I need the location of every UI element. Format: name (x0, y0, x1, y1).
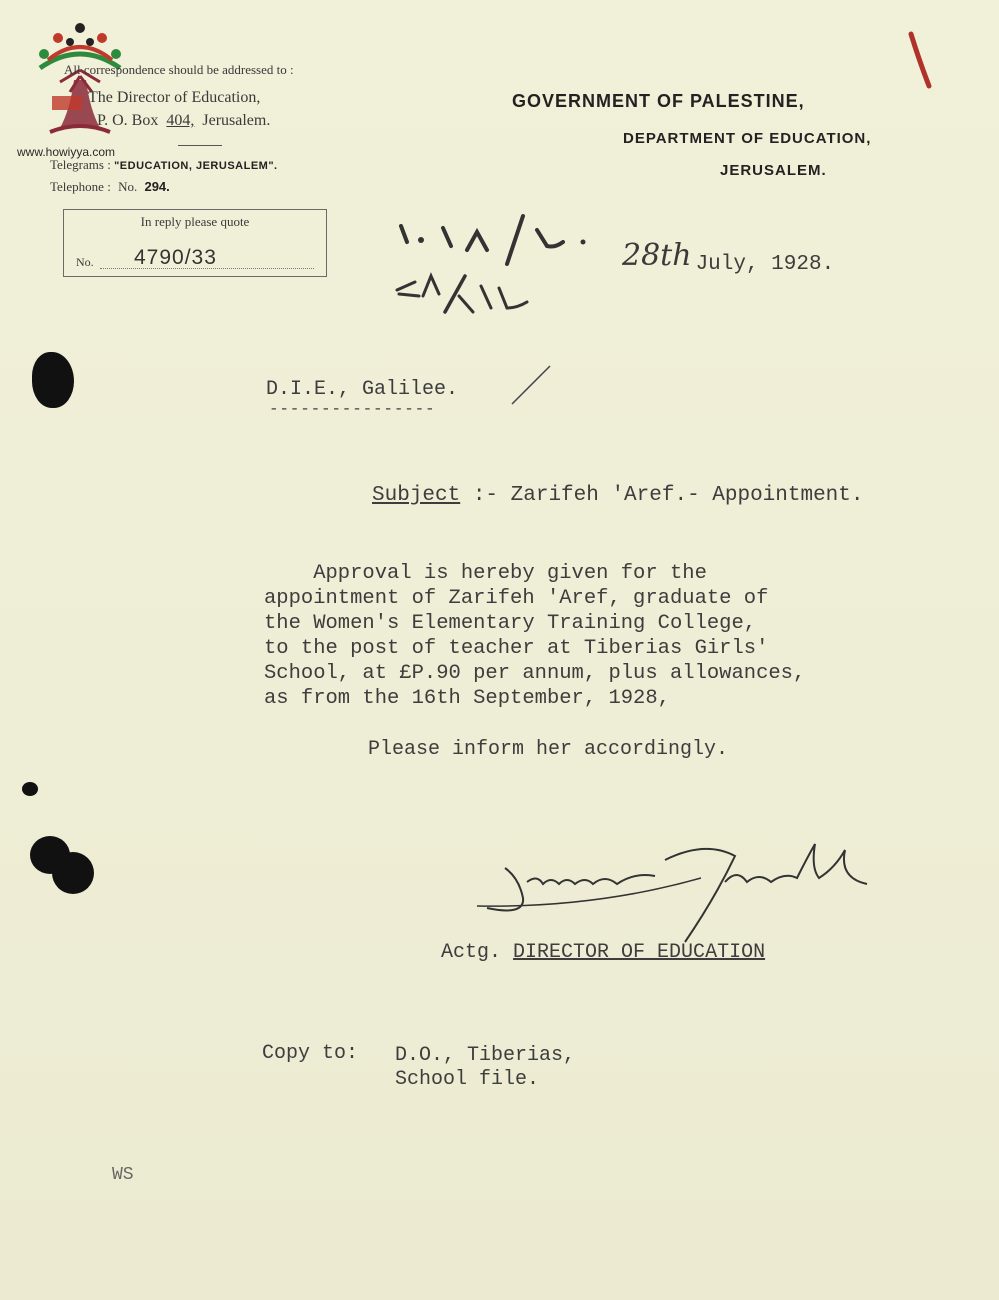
correspondence-note: All correspondence should be addressed to : (64, 62, 294, 77)
signatory-prefix: Actg. (441, 941, 502, 964)
body-line: appointment of Zarifeh 'Aref, graduate of (264, 587, 769, 610)
letter-date (622, 238, 834, 276)
date-day-handwritten: 28th (622, 238, 692, 273)
po-box-prefix: P. O. Box (97, 112, 159, 129)
body-line: Approval is hereby given for the (264, 562, 707, 585)
red-marker-stroke (905, 30, 935, 90)
ink-blot-bottom-b (52, 852, 94, 894)
body-line: School, at £P.90 per annum, plus allowances, (264, 662, 806, 685)
telephone-label: Telephone : (50, 179, 111, 194)
addressee-underline: ---------------- (269, 400, 436, 418)
subject-line (372, 484, 864, 507)
typist-initials: WS (112, 1165, 134, 1185)
body-paragraph (264, 561, 805, 711)
date-month-year: July, 1928. (695, 253, 835, 276)
po-box-number: 404, (166, 112, 195, 129)
city-heading: JERUSALEM. (720, 162, 827, 179)
signatory-role: DIRECTOR OF EDUCATION (513, 941, 766, 964)
reply-no-label: No. (76, 255, 94, 269)
copy-to-line1: D.O., Tiberias, (395, 1044, 576, 1067)
telegrams-label: Telegrams : (50, 157, 111, 172)
addressee: D.I.E., Galilee. (266, 378, 459, 401)
subject-text: :- Zarifeh 'Aref.- Appointment. (472, 484, 864, 507)
addressee-check-stroke (508, 362, 554, 408)
telegrams-line (50, 157, 278, 173)
telephone-line (50, 179, 170, 195)
po-box-line (97, 112, 270, 130)
po-box-city: Jerusalem. (202, 112, 271, 129)
letterhead-divider (178, 145, 222, 146)
handwritten-signature (475, 838, 875, 948)
telephone-no-label: No. (118, 179, 138, 194)
body-line: as from the 16th September, 1928, (264, 687, 670, 710)
ink-blot-top (32, 352, 74, 408)
body-line: the Women's Elementary Training College, (264, 612, 757, 635)
watermark-url: www.howiyya.com (17, 145, 116, 159)
department-heading: DEPARTMENT OF EDUCATION, (623, 130, 872, 147)
closing-line: Please inform her accordingly. (368, 738, 729, 761)
reply-reference-box (63, 209, 327, 277)
reply-number: 4790/33 (134, 246, 217, 269)
director-line: The Director of Education, (88, 89, 261, 106)
copy-to-label: Copy to: (262, 1042, 359, 1065)
government-heading: GOVERNMENT OF PALESTINE, (512, 91, 805, 111)
body-line: to the post of teacher at Tiberias Girls' (264, 637, 769, 660)
ink-blot-small (22, 782, 38, 796)
reply-label: In reply please quote (140, 214, 250, 229)
subject-label: Subject (372, 484, 461, 507)
copy-to-line2: School file. (395, 1068, 540, 1091)
telephone-number: 294. (144, 179, 170, 194)
handwritten-arabic-reference (395, 212, 595, 317)
signatory-title (441, 941, 765, 964)
telegrams-value: "EDUCATION, JERUSALEM". (114, 160, 278, 172)
